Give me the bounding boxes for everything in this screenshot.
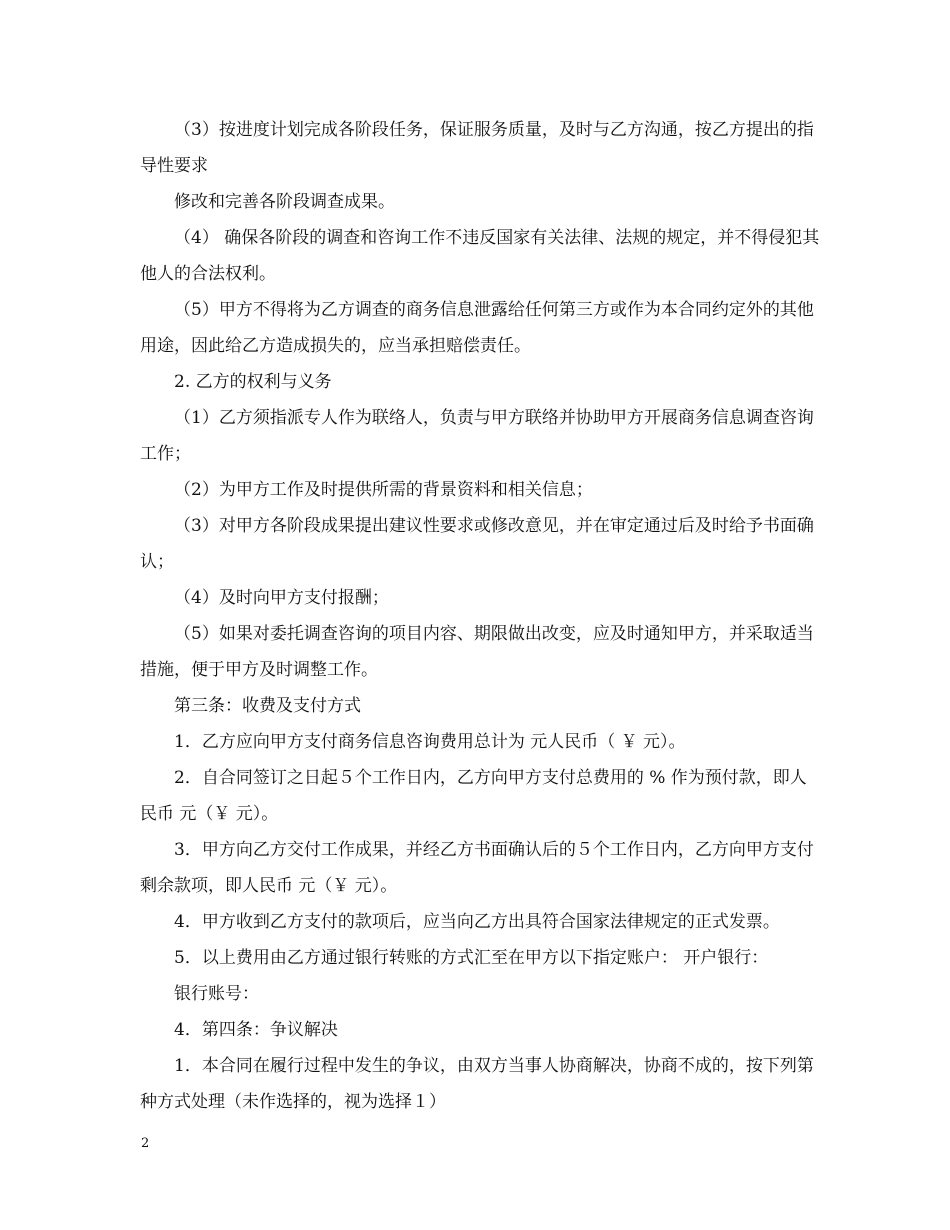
paragraph-fee-3: 3．甲方向乙方交付工作成果，并经乙方书面确认后的５个工作日内，乙方向甲方支付剩余款项，即人民币 元（￥ 元）。 xyxy=(140,840,814,896)
paragraph-obligation-4: （4） 确保各阶段的调查和咨询工作不违反国家有关法律、法规的规定，并不得侵犯其他人的合法权利。 xyxy=(140,228,820,284)
article-heading-disputes: 4．第四条：争议解决 xyxy=(174,1020,338,1040)
paragraph-party-b-1: （1）乙方须指派专人作为联络人，负责与甲方联络并协助甲方开展商务信息调查咨询工作； xyxy=(140,408,814,464)
paragraph-fee-2: 2．自合同签订之日起５个工作日内，乙方向甲方支付总费用的 % 作为预付款，即人民币 元（￥ 元）。 xyxy=(140,768,807,824)
paragraph-fee-1: 1．乙方应向甲方支付商务信息咨询费用总计为 元人民币（ ￥ 元）。 xyxy=(174,732,686,752)
paragraph-party-b-5: （5）如果对委托调查咨询的项目内容、期限做出改变，应及时通知甲方，并采取适当措施，便于甲方及时调整工作。 xyxy=(140,624,814,680)
paragraph-obligation-5: （5）甲方不得将为乙方调查的商务信息泄露给任何第三方或作为本合同约定外的其他用途，因此给乙方造成损失的，应当承担赔偿责任。 xyxy=(140,300,814,356)
paragraph-fee-5: 5．以上费用由乙方通过银行转账的方式汇至在甲方以下指定账户： 开户银行： xyxy=(174,948,769,968)
paragraph-dispute-1: 1．本合同在履行过程中发生的争议，由双方当事人协商解决，协商不成的，按下列第种方式处理（未作选择的，视为选择１） xyxy=(140,1056,814,1112)
section-heading-party-b-rights: 2. 乙方的权利与义务 xyxy=(174,372,332,392)
paragraph-obligation-3: （3）按进度计划完成各阶段任务，保证服务质量，及时与乙方沟通，按乙方提出的指导性要求 xyxy=(140,120,814,176)
article-heading-fees: 第三条：收费及支付方式 xyxy=(174,696,361,716)
paragraph-party-b-3: （3）对甲方各阶段成果提出建议性要求或修改意见，并在审定通过后及时给予书面确认； xyxy=(140,516,814,572)
paragraph-bank-account: 银行账号： xyxy=(174,984,259,1004)
paragraph-fee-4: 4．甲方收到乙方支付的款项后，应当向乙方出具符合国家法律规定的正式发票。 xyxy=(174,912,780,932)
paragraph-party-b-2: （2）为甲方工作及时提供所需的背景资料和相关信息； xyxy=(174,480,593,500)
paragraph-revise-results: 修改和完善各阶段调查成果。 xyxy=(174,192,395,212)
document-body xyxy=(140,112,820,1120)
paragraph-party-b-4: （4）及时向甲方支付报酬； xyxy=(174,588,389,608)
page-number: 2 xyxy=(141,1136,150,1151)
